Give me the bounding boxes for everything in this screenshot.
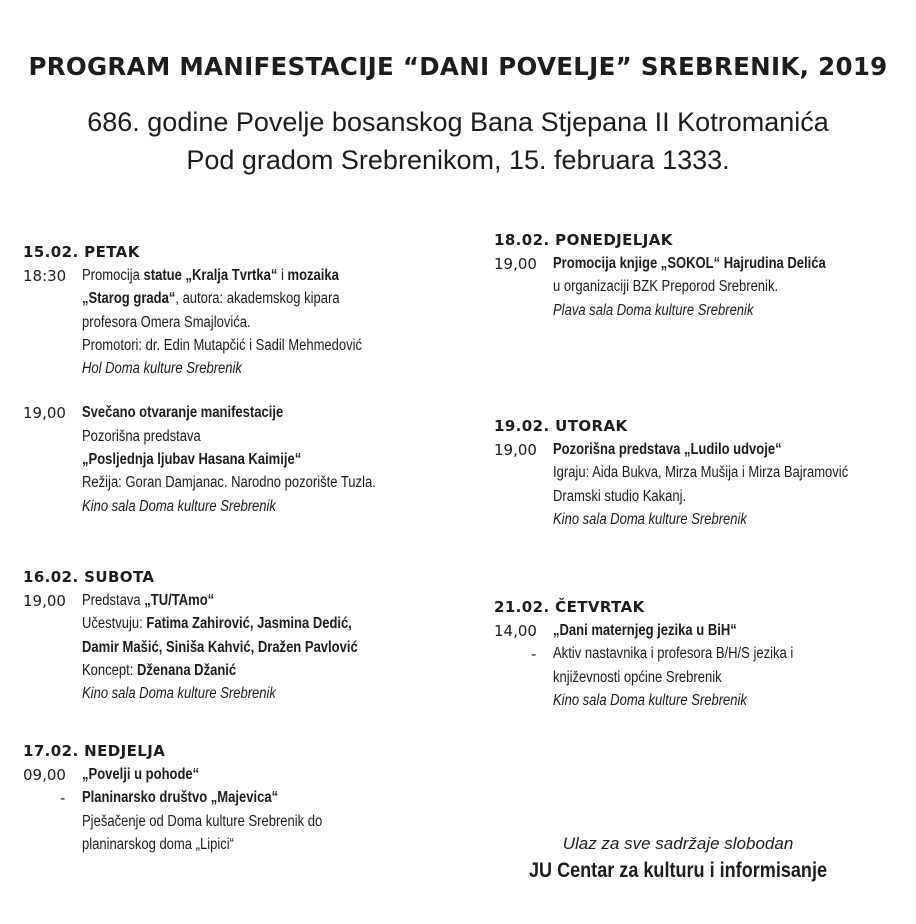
text: , autora: akademskog kipara <box>175 290 340 308</box>
free-entry-note: Ulaz za sve sadržaje slobodan <box>562 834 794 853</box>
event-line: književnosti općine Srebrenik <box>553 668 722 686</box>
event-line: Dramski studio Kakanj. <box>553 487 687 505</box>
event-item <box>494 252 878 322</box>
day-heading <box>494 597 839 617</box>
event-venue: Kino sala Doma kulture Srebrenik <box>553 510 747 528</box>
event-line <box>82 659 358 682</box>
day-block-18-02 <box>494 230 878 322</box>
day-date: 19.02. <box>494 417 550 435</box>
event-line: Igraju: Aida Bukva, Mirza Mušija i Mirza Bajramović <box>553 464 849 482</box>
event-line: Pozorišna predstava <box>82 427 201 445</box>
event-item <box>494 619 839 712</box>
day-name: UTORAK <box>555 417 628 435</box>
event-line <box>82 589 358 612</box>
day-date: 16.02. <box>23 568 79 586</box>
day-date: 21.02. <box>494 598 550 616</box>
day-heading <box>23 567 410 587</box>
day-heading <box>23 741 368 761</box>
text-bold: mozaika <box>287 267 339 284</box>
event-title: Promocija knjige „SOKOL“ Hajrudina Delića <box>553 255 826 272</box>
day-block-21-02 <box>494 597 839 712</box>
event-line: „Posljednja ljubav Hasana Kaimije“ <box>82 451 302 469</box>
page-title: PROGRAM MANIFESTACIJE “DANI POVELJE” SREBRENIK, 2019 <box>28 52 888 81</box>
text: Učestvuju: <box>82 615 147 633</box>
day-heading <box>494 416 904 436</box>
event-line: Promotori: dr. Edin Mutapčić i Sadil Mehmedović <box>82 336 363 354</box>
event-item <box>23 264 432 380</box>
event-line <box>82 287 376 310</box>
day-date: 15.02. <box>23 243 79 261</box>
day-name: NEDJELJA <box>84 742 166 760</box>
event-line <box>82 264 376 287</box>
subtitle-line-1: 686. godine Povelje bosanskog Bana Stjepana II Kotromanića <box>87 107 829 137</box>
event-time: 19,00 <box>494 441 537 459</box>
day-block-15-02 <box>23 242 432 518</box>
event-time: 14,00 <box>494 622 537 640</box>
footer <box>478 832 878 886</box>
event-line <box>82 612 358 635</box>
event-time: 09,00 <box>23 766 66 784</box>
event-line: profesora Omera Smajlovića. <box>82 313 251 331</box>
day-name: PETAK <box>84 243 140 261</box>
day-block-17-02 <box>23 741 368 856</box>
event-line: planinarskog doma „Lipici“ <box>82 835 234 853</box>
event-time: 19,00 <box>23 404 66 423</box>
event-item <box>23 763 368 856</box>
day-block-19-02 <box>494 416 904 531</box>
event-item <box>23 589 410 705</box>
event-line: Aktiv nastavnika i profesora B/H/S jezika i <box>553 645 794 663</box>
event-venue: Kino sala Doma kulture Srebrenik <box>82 497 276 515</box>
subtitle-line-2: Pod gradom Srebrenikom, 15. februara 1333. <box>186 145 730 175</box>
event-venue: Plava sala Doma kulture Srebrenik <box>553 301 754 319</box>
event-dash-line <box>60 786 368 809</box>
day-heading <box>23 242 432 262</box>
event-venue: Hol Doma kulture Srebrenik <box>82 360 242 378</box>
day-heading <box>494 230 878 250</box>
event-line: Režija: Goran Damjanac. Narodno pozorište Tuzla. <box>82 474 376 492</box>
day-date: 17.02. <box>23 742 79 760</box>
event-title: Svečano otvaranje manifestacije <box>82 404 284 422</box>
day-name: PONEDJELJAK <box>555 231 673 249</box>
text: Promocija <box>82 267 144 284</box>
event-item <box>23 401 432 517</box>
page-subtitle <box>0 103 916 179</box>
event-time: 19,00 <box>494 255 537 273</box>
event-title: „Dani maternjeg jezika u BiH“ <box>553 622 737 639</box>
day-date: 18.02. <box>494 231 550 249</box>
dash-marker: - <box>531 645 537 664</box>
text: Predstava <box>82 592 145 609</box>
text-bold: statue „Kralja Tvrtka“ <box>143 267 278 284</box>
text: Koncept: <box>82 661 138 679</box>
event-line: Pješačenje od Doma kulture Srebrenik do <box>82 812 323 830</box>
text-bold: Fatima Zahirović, Jasmina Dedić, <box>146 615 352 633</box>
text-bold: „Starog grada“ <box>82 290 176 308</box>
text: i <box>277 267 288 284</box>
event-time: 18:30 <box>23 267 67 285</box>
organizer-name: JU Centar za kulturu i informisanje <box>528 859 828 882</box>
dash-marker: - <box>60 789 66 808</box>
event-title: „Povelji u pohode“ <box>82 766 200 783</box>
event-venue: Kino sala Doma kulture Srebrenik <box>553 691 747 709</box>
event-line: Damir Mašić, Siniša Kahvić, Dražen Pavlović <box>82 638 358 656</box>
event-dash-line <box>531 642 839 665</box>
event-item <box>494 438 904 531</box>
day-name: ČETVRTAK <box>555 598 645 616</box>
event-line: Planinarsko društvo „Majevica“ <box>82 789 279 807</box>
day-block-16-02 <box>23 567 410 705</box>
text-bold: Dženana Džanić <box>137 661 237 679</box>
event-time: 19,00 <box>23 592 66 610</box>
text-bold: „TU/TAmo“ <box>144 592 215 609</box>
day-name: SUBOTA <box>84 568 155 586</box>
event-venue: Kino sala Doma kulture Srebrenik <box>82 685 276 703</box>
event-title: Pozorišna predstava „Ludilo udvoje“ <box>553 441 782 458</box>
event-line: u organizaciji BZK Preporod Srebrenik. <box>553 278 779 296</box>
